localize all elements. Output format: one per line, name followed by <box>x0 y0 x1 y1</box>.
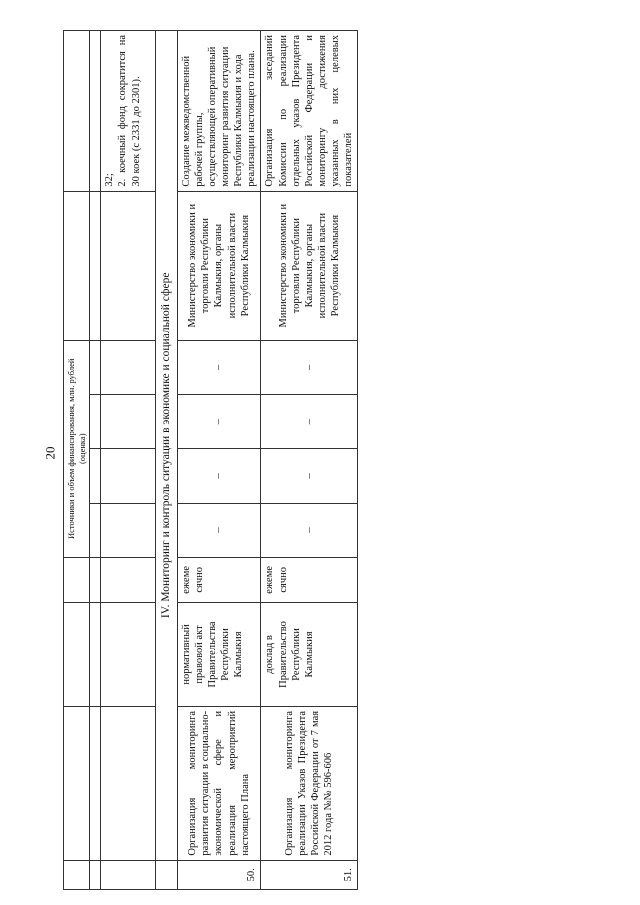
header-row <box>64 31 90 890</box>
row-finance-4: – <box>177 340 261 394</box>
row-finance-1: – <box>261 503 358 557</box>
row-action: Организация мониторинга развития ситуации в социально-экономической сфере и реализация мероприятий настоящего Плана <box>177 706 261 860</box>
continued-result: 32; 2. коечный фонд сократится на 30 коек (с 2331 до 2301). <box>101 31 156 192</box>
row-result: Создание межведомственной рабочей группы, осуществляющей оперативный мониторинг развития ситуации Республики Калмыкия и хода реализации настоящего плана. <box>177 31 261 192</box>
section-title: IV. Мониторинг и контроль ситуации в экономике и социальной сфере <box>156 31 177 861</box>
row-action: Организация мониторинга реализации Указов Президента Российской Федерации от 7 мая 2012 года №№ 596-606 <box>261 706 358 860</box>
table-row <box>261 31 358 890</box>
row-result: Организация заседаний Комиссии по реализации отдельных указов Президента Российской Федерации и мониторингу достижения указанных в них целевых показателей <box>261 31 358 192</box>
section-row <box>156 31 177 890</box>
row-finance-3: – <box>177 395 261 449</box>
document-table-rotated <box>63 30 493 890</box>
table-row <box>177 31 261 890</box>
page-number: 20 <box>42 446 58 460</box>
row-responsible: Министерство экономики и торговли Республики Калмыкия, органы исполнительной власти Республики Калмыкия <box>177 191 261 340</box>
row-term: ежеме сячно <box>261 557 358 602</box>
row-responsible: Министерство экономики и торговли Республики Калмыкия, органы исполнительной власти Республики Калмыкия <box>261 191 358 340</box>
row-finance-1: – <box>177 503 261 557</box>
row-finance-3: – <box>261 395 358 449</box>
plan-table <box>63 30 358 890</box>
row-finance-2: – <box>177 449 261 503</box>
financing-header: Источники и объем финансирования, млн. рублей (оценка) <box>64 340 90 557</box>
row-number: 50. <box>177 860 261 889</box>
header-subrow <box>90 31 101 890</box>
row-number: 51. <box>261 860 358 889</box>
continued-row <box>101 31 156 890</box>
row-document: доклад в Правительство Республики Калмыкия <box>261 602 358 706</box>
row-term: ежеме сячно <box>177 557 261 602</box>
row-finance-2: – <box>261 449 358 503</box>
row-document: нормативный правовой акт Правительства Республики Калмыкия <box>177 602 261 706</box>
row-finance-4: – <box>261 340 358 394</box>
